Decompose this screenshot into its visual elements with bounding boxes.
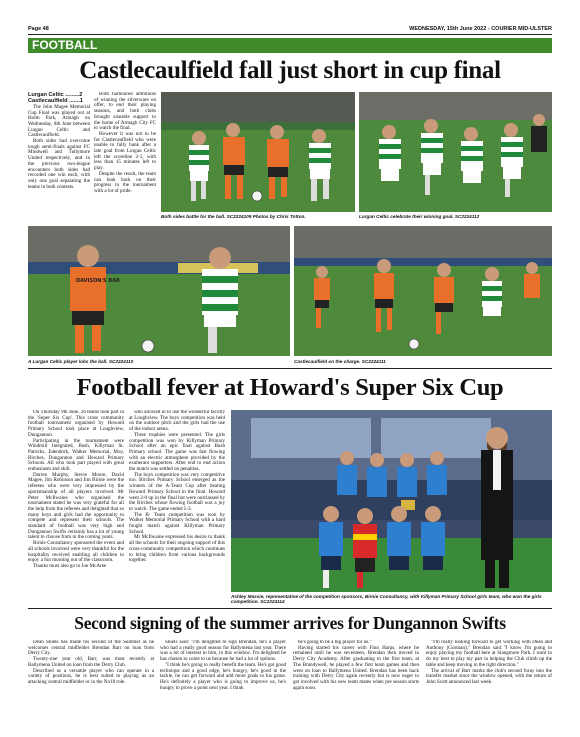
paragraph: Darren Murphy, Stevie Moore, David Magee, Jim Robinson and Jim Birnie were the referees who were very impressed by the sportsmanship of all players involved. Mr Peter McIlwaine who organised the tournament stated he was very grateful for all the help from the referees and delighted that so many boys and girls had the opportunity to compete and represent their schools. The standard of football was very high and Dungannon Swifts certainly has a lot of young talent to choose from in the coming years. (28, 471, 124, 541)
article3-col2 (160, 640, 286, 724)
article-divider (28, 368, 552, 369)
paragraph: Dean Shiels has made his second of the Summer as he welcomes central midfielder Brendan Barr on loan from Derry City. (28, 640, 154, 657)
paragraph: Three trophies were presented. The girls competition was won by Killyman Primary School after an epic final against Bush Primary school. The game was fast flowing with an electric atmosphere provided by the exuberant supporters. After end to end action the match was settled on penalties. (129, 431, 225, 473)
paragraph: Thanks must also go to Joe McAree (33, 562, 107, 569)
paragraph: The boys competition was very competitive too. Birches Primary School emerged as the winners of the A-Team Cup after beating Howard Primary School in the final. Howard went 2-0 up in the final but were outclassed by the Birches whose flowing football was a joy to watch. The game ended 5-3. (129, 471, 225, 512)
section-banner: FOOTBALL (28, 38, 552, 53)
article1-col1 (28, 92, 90, 222)
paragraph: Shiels said: "I'm delighted to sign Brendan, he's a player who had a really good season for Ballymena last year. There was a lot of interest in him, in this window. I'm delighted he has chosen to come to us because he had a lot of options. (160, 640, 286, 663)
article1-col2 (94, 92, 156, 222)
article2-col1 (28, 410, 124, 606)
article-divider (28, 608, 552, 609)
paragraph: Mr McIlwaine expressed his desire to thank all the schools for their ongoing support of this cross-community competition which continues to bring children from various backgrounds together. (129, 534, 225, 564)
photo-lob (28, 226, 290, 356)
paragraph: However it was not to be for Castlecaulfield who were unable to fully bank after a late goal from Lurgan Celtic left the scoreline 2-1, with less than 15 minutes left to play. (94, 130, 156, 172)
dateline: WEDNESDAY, 15th June 2022 - COURIER MID-ULSTER (409, 25, 552, 32)
photo-celebration (359, 92, 552, 212)
paragraph: Having started his career with Finn Harps, where he remained until he was seventeen, Brendan then moved to Derry City Academy. After graduating to the first team, at The Brandywell, he played a few first team games and then went on loan to Ballymena United. Brendan has been back training with Derry City again recently but is now eager to get involved with his new team mates when pre season starts again soon. (293, 644, 419, 691)
paragraph: Participating in the tournament were Windmill Integrated, Bush, Killyman St. Patricks, Edendork, Walker Memorial, Moy, Birches, Dungannon and Howard Primary Schools. All who took part played with great enthusiasm and skill. (28, 437, 124, 473)
paragraph: Twenty-one year old, Barr, was most recently at Ballymena United on loan from the Derry Club. (28, 656, 154, 668)
article3-headline: Second signing of the summer arrives for Dungannon Swifts (74, 613, 506, 633)
score-line-2: Castlecaulfield .......1 (28, 98, 84, 105)
caption-photo-3: A Lurgan Celtic player lobs the ball. SC2224110 (28, 359, 134, 364)
photo-girls-team (231, 410, 552, 592)
article2-headline: Football fever at Howard's Super Six Cup (76, 374, 504, 401)
article3-col1 (28, 640, 154, 724)
page-number: Page 48 (28, 25, 49, 32)
article2-col2 (129, 410, 225, 606)
article1-headline: Castlecaulfield fall just short in cup final (79, 57, 501, 84)
paragraph: Both harboured ambitions of winning the silverware on offer, to end their playing seasons, and both clubs brought sizeable support to the home of Armagh City FC to watch the final. (94, 92, 156, 132)
header-rule (28, 34, 552, 35)
paragraph: The B- Team competition was won by Walker Memorial Primary School with a hard fought match against Killyman Primary School. (129, 511, 225, 535)
paragraph: Birnie Consultancy sponsored the event and all schools involved were very thankful for the hospitality received enabling all children to enjoy a fun morning out of the classroom. (28, 540, 124, 564)
paragraph: The arrival of Barr marks the club's second foray into the transfer market since the window opened, with the return of John Scott announced last week. (426, 667, 552, 685)
photo-charge (294, 226, 552, 356)
caption-photo-1: Both sides battle for the ball. SC2224109 Photos by Chris Totton. (161, 214, 306, 219)
paragraph: Described as a versatile player who can operate in a variety of positions, he is best suited to playing as an attacking central midfielder or in the No10 role. (28, 667, 154, 685)
paragraph: "I think he's going to really benefit the team. He's got good technique and a good edge, he's hungry, he's good in the tackle, he can get forward and add more goals to his game. He's definitely a player who is going to improve us, he's hungry to prove a point next year. I think (160, 661, 286, 691)
caption-photo-2: Lurgan Celtic celebrate their winning goal. SC2224112 (359, 214, 480, 219)
paragraph: "I'm really looking forward to get working with Dean and Anthony (Gorman)," Brendan said "I know I'm going to enjoy playing my football here at Stangmore Park. I want to do my best to play my part in helping the Club climb up the table and keep moving in the right direction." (426, 640, 552, 668)
photo-ball-battle (161, 92, 355, 212)
paragraph: On Thursday 9th June, 26 teams took part in the 'Super Six Cup'. This cross community football tournament organised by Howard Primary School took place at Loughview, Dungannon. (28, 410, 124, 438)
article3-col3 (293, 640, 419, 724)
paragraph: Both sides had overcome tough semi-finals against FC Mindwell and Tullymore United respectively, and in the previous two-league encounters both sides had recorded one win each, with only one goal separating the teams in both contests. (28, 138, 90, 190)
paragraph: Despite the result, the team can look back on their progress in the tournament with a lot of pride. (94, 170, 156, 194)
article3-col4 (426, 640, 552, 724)
score-line-1: Lurgan Celtic .........2 (28, 92, 83, 98)
paragraph: he's going to be a big player for us." (298, 640, 372, 645)
sponsor-text: DAVISON'S BAR (76, 278, 120, 284)
paragraph: The John Magee Memorial Cup Final was played out at Holm Park, Armagh on Wednesday, 8th June between Lurgan Celtic and Castlecaulfield. (28, 103, 90, 139)
page-header (28, 24, 552, 33)
caption-photo-5: Ashley Massie, representative of the competition sponsors, Birnie Consultancy, with Killyman Primary School girls team, who won the girls competition. SC2224114 (231, 594, 542, 605)
caption-photo-4: Castlecaulfield on the charge. SC2224111 (294, 359, 386, 364)
paragraph: who allowed in to use the wonderful facility at Loughview. The boys competition was held on the outdoor pitch and the girls had the use of the indoor arena. (129, 410, 225, 433)
